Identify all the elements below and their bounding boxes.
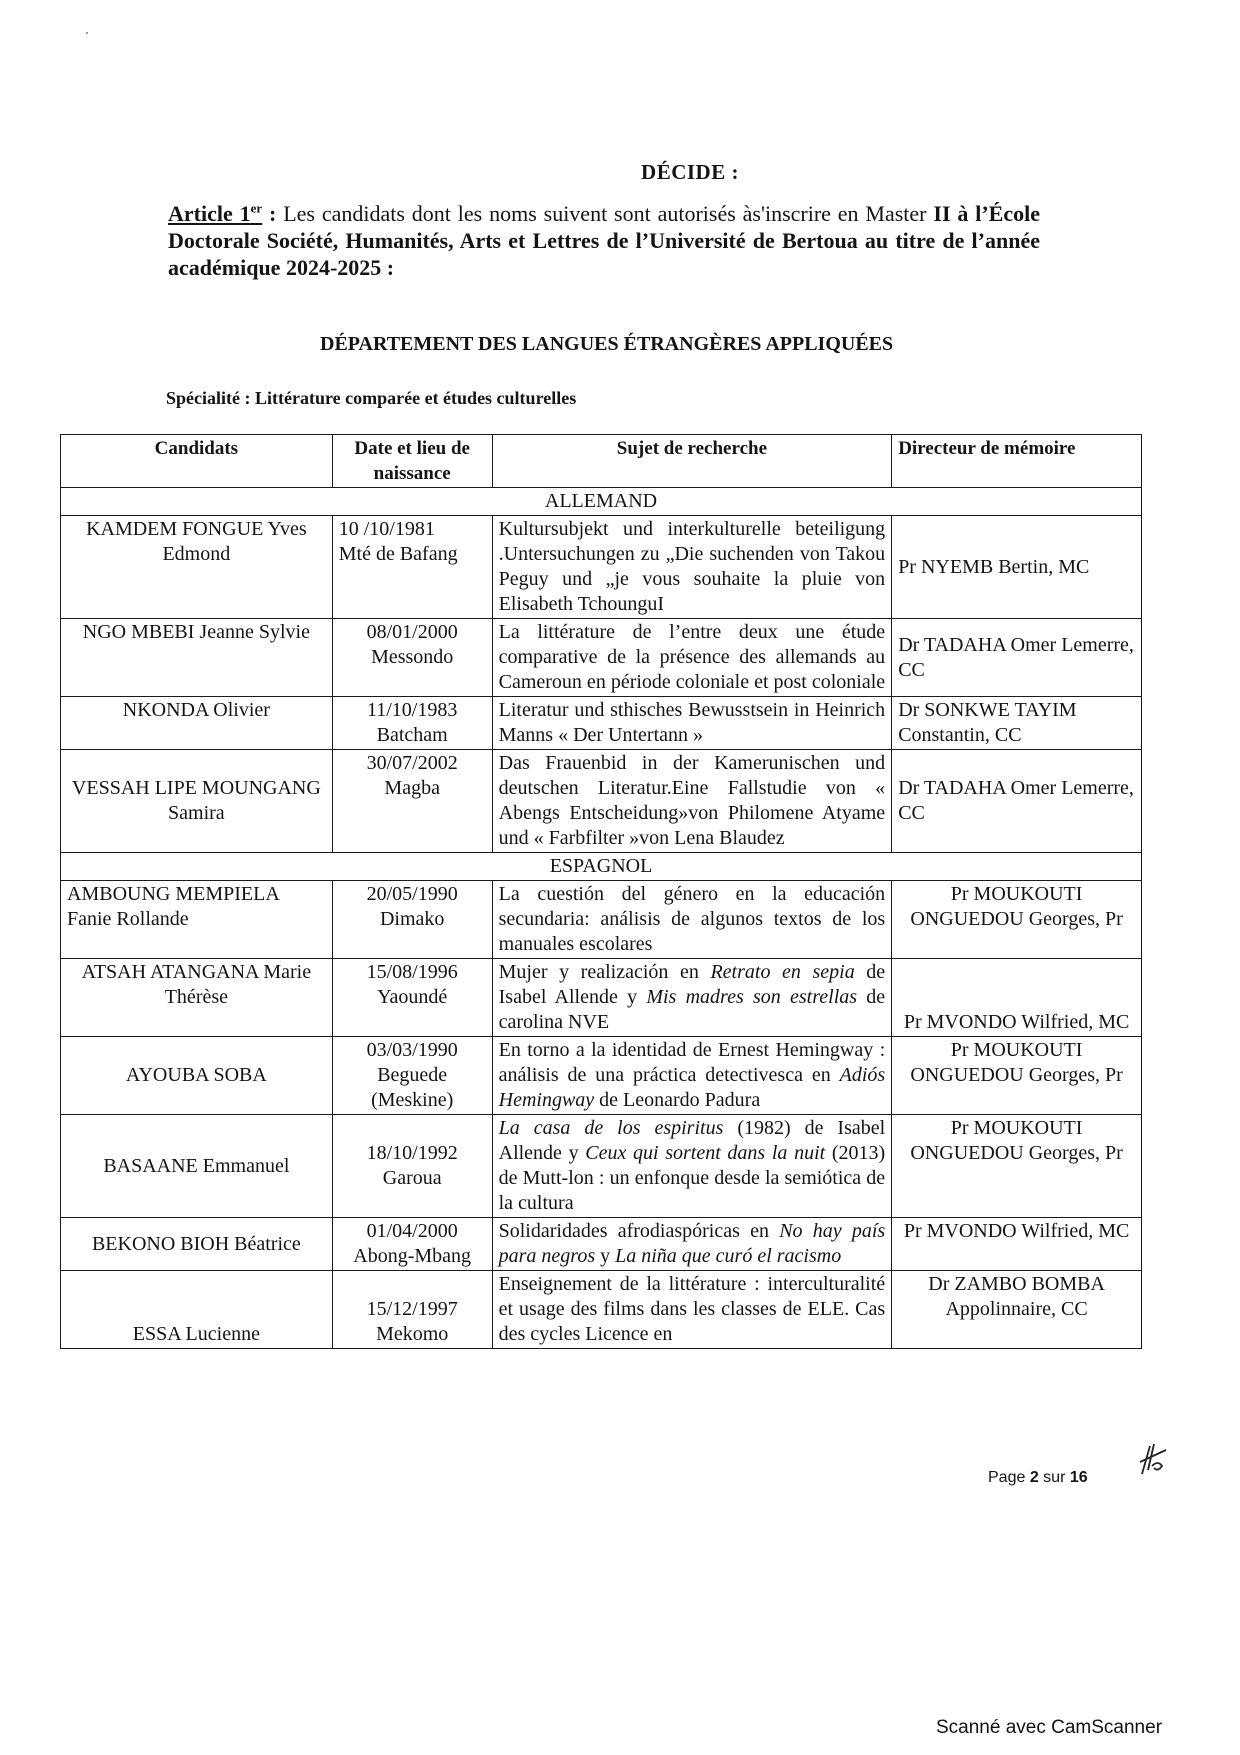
thesis-director: Dr SONKWE TAYIM Constantin, CC xyxy=(892,697,1142,750)
thesis-director: Dr TADAHA Omer Lemerre, CC xyxy=(892,619,1142,697)
table-row xyxy=(61,1271,1142,1349)
birth-info: 11/10/1983 Batcham xyxy=(332,697,492,750)
candidate-name: BASAANE Emmanuel xyxy=(61,1115,333,1218)
research-subject: En torno a la identidad de Ernest Hemingway : análisis de una práctica detectivesca en Adiós Hemingway de Leonardo Padura xyxy=(492,1037,892,1115)
candidates-table xyxy=(60,434,1142,1349)
specialty-title: Spécialité : Littérature comparée et études culturelles xyxy=(166,388,577,408)
header-sujet: Sujet de recherche xyxy=(492,435,892,488)
research-subject: Literatur und sthisches Bewusstsein in Heinrich Manns « Der Untertann » xyxy=(492,697,892,750)
header-directeur: Directeur de mémoire xyxy=(892,435,1142,488)
thesis-director: Pr MOUKOUTI ONGUEDOU Georges, Pr xyxy=(892,1115,1142,1218)
article-text-2: II à l’École Doctorale Société, Humanités, Arts et Lettres de l’Université de Bertoua au titre de l’année académique 2024-2025 : xyxy=(168,201,1041,280)
thesis-director: Pr MVONDO Wilfried, MC xyxy=(892,1218,1142,1271)
candidate-name: AMBOUNG MEMPIELA Fanie Rollande xyxy=(61,881,333,959)
table-row xyxy=(61,1218,1142,1271)
birth-info: 10 /10/1981 Mté de Bafang xyxy=(332,516,492,619)
birth-info: 08/01/2000 Messondo xyxy=(332,619,492,697)
candidate-name: ESSA Lucienne xyxy=(61,1271,333,1349)
article-label: Article 1er xyxy=(168,200,263,226)
table-row xyxy=(61,1115,1142,1218)
signature-initials-icon xyxy=(1138,1440,1168,1478)
thesis-director: Dr TADAHA Omer Lemerre, CC xyxy=(892,750,1142,853)
scanner-watermark: Scanné avec CamScanner xyxy=(936,1717,1163,1738)
page-number: Page 2 sur 16 xyxy=(988,1469,1088,1486)
research-subject: La littérature de l’entre deux une étude comparative de la présence des allemands au Cameroun en période coloniale et post coloniale xyxy=(492,619,892,697)
candidate-name: NGO MBEBI Jeanne Sylvie xyxy=(61,619,333,697)
section-row-espagnol: ESPAGNOL xyxy=(61,853,1142,881)
table-row xyxy=(61,697,1142,750)
decision-heading: DÉCIDE : xyxy=(641,160,739,184)
research-subject: La cuestión del género en la educación secundaria: análisis de algunos textos de los manuales escolares xyxy=(492,881,892,959)
header-candidats: Candidats xyxy=(61,435,333,488)
candidate-name: VESSAH LIPE MOUNGANG Samira xyxy=(61,750,333,853)
article-1: Article 1er : Les candidats dont les noms suivent sont autorisés às'inscrire en Master II à l’École Doctorale Société, Humanités, Arts et Lettres de l’Université de Bertoua au titre de l’année académique 2024-2025 : xyxy=(168,200,1041,280)
table-row xyxy=(61,619,1142,697)
table-row xyxy=(61,959,1142,1037)
table-row xyxy=(61,881,1142,959)
candidate-name: ATSAH ATANGANA Marie Thérèse xyxy=(61,959,333,1037)
candidate-name: BEKONO BIOH Béatrice xyxy=(61,1218,333,1271)
thesis-director: Pr MOUKOUTI ONGUEDOU Georges, Pr xyxy=(892,1037,1142,1115)
article-text-1: Les candidats dont les noms suivent sont autorisés às'inscrire en Master xyxy=(276,201,927,226)
table-row xyxy=(61,516,1142,619)
department-title: DÉPARTEMENT DES LANGUES ÉTRANGÈRES APPLIQUÉES xyxy=(320,333,894,355)
research-subject: Solidaridades afrodiaspóricas en No hay país para negros y La niña que curó el racismo xyxy=(492,1218,892,1271)
research-subject: Enseignement de la littérature : interculturalité et usage des films dans les classes de ELE. Cas des cycles Licence en xyxy=(492,1271,892,1349)
birth-info: 15/12/1997 Mekomo xyxy=(332,1271,492,1349)
research-subject: La casa de los espiritus (1982) de Isabel Allende y Ceux qui sortent dans la nuit (2013) de Mutt-lon : un enfonque desde la semiótica de la cultura xyxy=(492,1115,892,1218)
research-subject: Mujer y realización en Retrato en sepia de Isabel Allende y Mis madres son estrellas de carolina NVE xyxy=(492,959,892,1037)
thesis-director: Dr ZAMBO BOMBA Appolinnaire, CC xyxy=(892,1271,1142,1349)
section-row-allemand: ALLEMAND xyxy=(61,488,1142,516)
research-subject: Kultursubjekt und interkulturelle beteiligung .Untersuchungen zu „Die suchenden von Takou Peguy und „je vous souhaite la pluie von Elisabeth TchounguI xyxy=(492,516,892,619)
table-row xyxy=(61,750,1142,853)
research-subject: Das Frauenbid in der Kamerunischen und deutschen Literatur.Eine Fallstudie von « Abengs Entscheidung»von Philomene Atyame und « Farbfilter »von Lena Blaudez xyxy=(492,750,892,853)
candidate-name: KAMDEM FONGUE Yves Edmond xyxy=(61,516,333,619)
thesis-director: Pr MOUKOUTI ONGUEDOU Georges, Pr xyxy=(892,881,1142,959)
candidate-name: AYOUBA SOBA xyxy=(61,1037,333,1115)
birth-info: 18/10/1992 Garoua xyxy=(332,1115,492,1218)
birth-info: 01/04/2000 Abong-Mbang xyxy=(332,1218,492,1271)
table-header-row xyxy=(61,435,1142,488)
thesis-director: Pr NYEMB Bertin, MC xyxy=(892,516,1142,619)
birth-info: 30/07/2002 Magba xyxy=(332,750,492,853)
scan-speck xyxy=(86,32,88,34)
birth-info: 15/08/1996 Yaoundé xyxy=(332,959,492,1037)
birth-info: 03/03/1990 Beguede (Meskine) xyxy=(332,1037,492,1115)
header-date-lieu: Date et lieu de naissance xyxy=(332,435,492,488)
birth-info: 20/05/1990 Dimako xyxy=(332,881,492,959)
thesis-director: Pr MVONDO Wilfried, MC xyxy=(892,959,1142,1037)
candidate-name: NKONDA Olivier xyxy=(61,697,333,750)
table-row xyxy=(61,1037,1142,1115)
